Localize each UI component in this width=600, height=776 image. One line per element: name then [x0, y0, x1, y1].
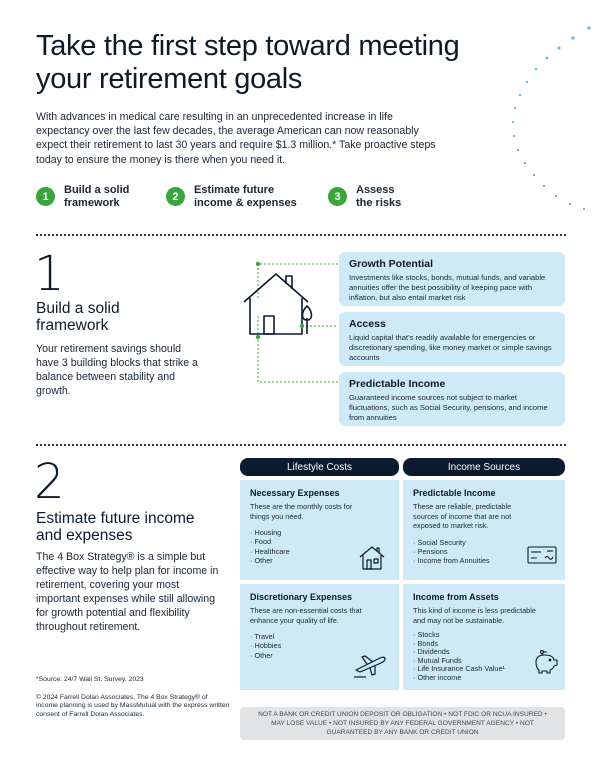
card-title: Growth Potential: [349, 258, 433, 270]
column-header-income-sources: Income Sources: [403, 458, 565, 476]
section-1-text: Your retirement savings should have 3 building blocks that strike a balance between stability and growth.: [36, 343, 198, 397]
list-item: · Income from Annuities: [413, 556, 555, 565]
list-item: · Housing: [250, 528, 389, 537]
box-discretionary-expenses: [240, 584, 399, 690]
box-necessary-expenses: [240, 480, 399, 580]
list-item: · Life Insurance Cash Value¹: [413, 665, 555, 674]
box-title: Predictable Income: [413, 488, 496, 498]
section-2-text: The 4 Box Strategy® is a simple but effective way to help plan for income in retirement, covering your most important expenses while still allowing for growth potential and flexibility throughout retirement.: [36, 551, 219, 633]
disclosure-box: NOT A BANK OR CREDIT UNION DEPOSIT OR OBLIGATION • NOT FDIC OR NCUA INSURED • MAY LOSE VALUE • NOT INSURED BY ANY FEDERAL GOVERNMENT AGENCY • NOT GUARANTEED BY ANY BANK OR CREDIT UNION: [240, 707, 565, 740]
list-item: · Pensions: [413, 547, 555, 556]
source-note: *Source: 24/7 Wall St. Survey, 2023: [36, 676, 144, 683]
step-1: [36, 184, 129, 209]
intro-paragraph: With advances in medical care resulting in an unprecedented increase in life expectancy over the last few decades, the average American can now reasonably expect their retirement to last 30 years and require $1.3 million.* Take proactive steps today to ensure the money is there when you need it.: [36, 111, 436, 166]
step-label: Build a solid framework: [64, 184, 130, 209]
list-item: · Hobbies: [250, 641, 389, 650]
decorative-dots: [455, 20, 600, 220]
list-item: · Dividends: [413, 648, 555, 657]
card-access: [339, 312, 565, 366]
list-item: · Healthcare: [250, 547, 389, 556]
list-item: · Mutual Funds: [413, 657, 555, 666]
card-title: Predictable Income: [349, 378, 446, 390]
list-item: · Other: [250, 651, 389, 660]
step-number: 2: [166, 187, 185, 206]
box-text: These are reliable, predictable sources of income that are not exposed to market risk.: [413, 502, 512, 530]
card-predictable-income: [339, 372, 565, 426]
list-item: · Other income: [413, 674, 555, 683]
list-item: · Other: [250, 556, 389, 565]
section-2-title: Estimate future income and expenses: [36, 510, 195, 544]
page-title: Take the first step toward meeting your retirement goals: [36, 30, 460, 95]
box-title: Income from Assets: [413, 592, 499, 602]
step-label: Estimate future income & expenses: [194, 184, 297, 209]
box-predictable-income: [403, 480, 565, 580]
section-1-title: Build a solid framework: [36, 300, 120, 334]
list-item: · Bonds: [413, 640, 555, 649]
box-text: These are non-essential costs that enhance your quality of life.: [250, 606, 362, 625]
section-2-number: 2: [34, 454, 65, 510]
box-title: Necessary Expenses: [250, 488, 340, 498]
step-number: 1: [36, 187, 55, 206]
house-icon: [358, 544, 386, 572]
box-text: This kind of income is less predictable and may not be sustainable.: [413, 606, 536, 625]
step-3: [328, 184, 401, 209]
list-item: · Social Security: [413, 538, 555, 547]
step-label: Assess the risks: [356, 184, 402, 209]
card-text: Investments like stocks, bonds, mutual funds, and variable annuities offer the best possibility of keeping pace with inflation, but also entail market risk: [349, 273, 546, 303]
card-growth-potential: [339, 252, 565, 306]
step-2: [166, 184, 297, 209]
column-header-lifestyle-costs: Lifestyle Costs: [240, 458, 399, 476]
list-item: · Food: [250, 537, 389, 546]
airplane-icon: [352, 650, 388, 680]
section-divider: [36, 444, 566, 446]
card-text: Guaranteed income sources not subject to market fluctuations, such as Social Security, pensions, and income from annuities: [349, 393, 548, 423]
card-title: Access: [349, 318, 386, 330]
list-item: · Travel: [250, 632, 389, 641]
card-text: Liquid capital that's readily available for emergencies or discretionary spending, like money market or simple savings accounts: [349, 333, 552, 363]
check-icon: [527, 544, 557, 566]
box-title: Discretionary Expenses: [250, 592, 353, 602]
section-1-number: 1: [34, 246, 65, 302]
copyright-note: © 2024 Farrell Dolan Associates. The 4 Box Strategy® of income planning is used by MassMutual with the express written consent of Farrell Dolan Associates.: [36, 694, 230, 718]
house-connector-illustration: [236, 256, 340, 386]
piggy-bank-icon: [531, 650, 559, 674]
box-text: These are the monthly costs for things you need.: [250, 502, 353, 521]
list-item: · Stocks: [413, 631, 555, 640]
box-income-from-assets: [403, 584, 565, 690]
step-number: 3: [328, 187, 347, 206]
section-divider: [36, 234, 566, 236]
